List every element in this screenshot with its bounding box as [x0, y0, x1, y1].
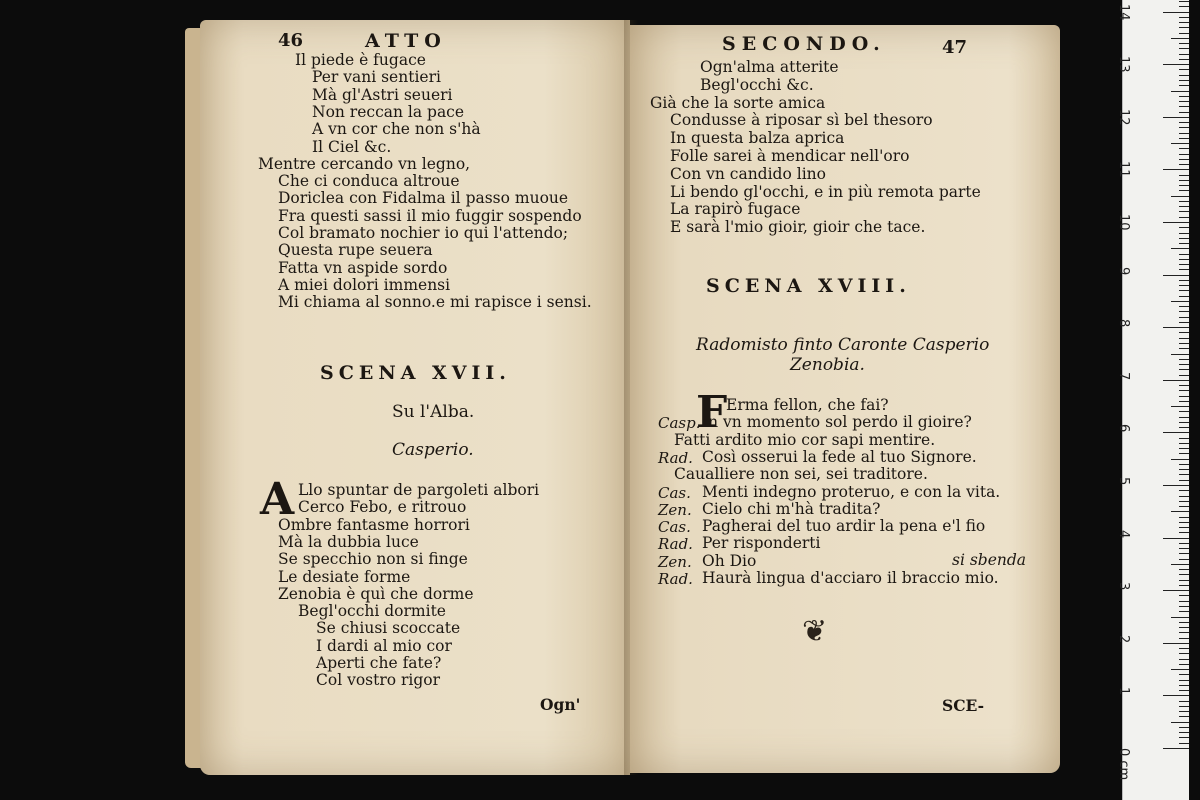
- ruler-tick: [1179, 648, 1189, 649]
- text-line: Li bendo gl'occhi, e in più remota parte: [670, 182, 981, 201]
- ruler-tick: [1179, 311, 1189, 312]
- text-line: Ombre fantasme horrori: [278, 515, 470, 534]
- ruler-tick: [1171, 301, 1189, 302]
- ruler-tick: [1179, 448, 1189, 449]
- ruler-tick: [1179, 601, 1189, 602]
- ruler-tick: [1179, 443, 1189, 444]
- text-line: E sarà l'mio gioir, gioir che tace.: [670, 218, 926, 237]
- dialogue-line: Per risponderti: [702, 534, 821, 553]
- ruler-tick: [1179, 317, 1189, 318]
- text-line: Zenobia è quì che dorme: [278, 584, 474, 603]
- scene-characters: Zenobia.: [790, 355, 865, 375]
- ruler-tick: [1179, 259, 1189, 260]
- ruler-tick: [1179, 217, 1189, 218]
- text-line: Se specchio non si finge: [278, 550, 468, 569]
- ruler-tick: [1179, 680, 1189, 681]
- character-name: Casperio.: [392, 440, 474, 460]
- ruler-tick: [1179, 180, 1189, 181]
- ruler-tick: [1179, 417, 1189, 418]
- text-line: Il piede è fugace: [295, 51, 426, 69]
- ruler-tick: [1171, 143, 1189, 144]
- ruler-tick: [1179, 48, 1189, 49]
- dialogue-line: In vn momento sol perdo il gioire?: [702, 413, 972, 432]
- text-line: Begl'occhi &c.: [700, 75, 814, 94]
- ruler-tick: [1179, 227, 1189, 228]
- text-line: Begl'occhi dormite: [298, 602, 446, 621]
- dialogue-line: Fatti ardito mio cor sapi mentire.: [674, 430, 936, 449]
- text-line: Llo spuntar de pargoleti albori: [298, 481, 540, 499]
- ruler-tick: [1179, 385, 1189, 386]
- ruler-number: 14: [1116, 3, 1131, 21]
- text-line: Se chiusi scoccate: [316, 619, 461, 638]
- ruler-number: 4: [1116, 529, 1131, 538]
- text-line: Mà gl'Astri seueri: [312, 85, 453, 104]
- ruler-tick: [1179, 254, 1189, 255]
- ruler-tick: [1179, 711, 1189, 712]
- ruler-number: 5: [1116, 477, 1131, 486]
- speaker-label: Zen.: [658, 500, 692, 519]
- running-head: ATTO: [365, 30, 447, 52]
- ruler-tick: [1179, 427, 1189, 428]
- text-line: Cerco Febo, e ritrouo: [298, 498, 467, 517]
- ruler-number: 7: [1116, 371, 1131, 381]
- ruler-tick: [1179, 559, 1189, 560]
- ruler-tick: [1179, 322, 1189, 323]
- ruler-tick: [1179, 390, 1189, 391]
- ruler-tick: [1179, 506, 1189, 507]
- dialogue-line: Haurà lingua d'acciaro il braccio mio.: [702, 569, 999, 587]
- ruler-tick: [1179, 106, 1189, 107]
- ruler-tick: [1171, 617, 1189, 618]
- ruler-tick: [1179, 101, 1189, 102]
- running-head: SECONDO.: [722, 33, 886, 55]
- ruler-tick: [1179, 553, 1189, 554]
- page-number: 46: [278, 30, 304, 51]
- ruler-tick: [1179, 706, 1189, 707]
- dialogue-line: Caualliere non sei, sei traditore.: [674, 465, 928, 484]
- ruler-tick: [1179, 338, 1189, 339]
- ruler-tick: [1179, 159, 1189, 160]
- ruler-tick: [1179, 490, 1189, 491]
- ruler-tick: [1179, 527, 1189, 528]
- ruler-tick: [1171, 722, 1189, 723]
- ruler-tick: [1179, 148, 1189, 149]
- ruler-tick: [1179, 638, 1189, 639]
- dialogue-line: Così osserui la fede al tuo Signore.: [702, 447, 977, 466]
- ruler-tick: [1179, 233, 1189, 234]
- ruler-tick: [1179, 201, 1189, 202]
- ruler-tick: [1179, 685, 1189, 686]
- text-line: Le desiate forme: [278, 567, 411, 586]
- ruler-tick: [1179, 269, 1189, 270]
- text-line: Fra questi sassi il mio fuggir sospendo: [278, 206, 582, 225]
- ruler-tick: [1171, 38, 1189, 39]
- ruler-number: 2: [1116, 634, 1131, 644]
- ruler-tick: [1163, 275, 1189, 276]
- ruler-number: 12: [1116, 108, 1131, 126]
- ruler-tick: [1179, 532, 1189, 533]
- ruler-tick: [1179, 732, 1189, 733]
- text-line: Che ci conduca altroue: [278, 172, 460, 191]
- ruler-tick: [1179, 743, 1189, 744]
- ruler-tick: [1179, 659, 1189, 660]
- ruler-tick: [1179, 133, 1189, 134]
- ruler-tick: [1179, 411, 1189, 412]
- ruler-tick: [1179, 211, 1189, 212]
- ruler-tick: [1179, 632, 1189, 633]
- ruler-tick: [1179, 701, 1189, 702]
- ruler-tick: [1179, 690, 1189, 691]
- ruler-tick: [1179, 548, 1189, 549]
- stage-direction: si sbenda: [952, 551, 1027, 569]
- ruler-tick: [1179, 569, 1189, 570]
- ruler-tick: [1179, 59, 1189, 60]
- ruler-tick: [1179, 154, 1189, 155]
- ruler-tick: [1179, 496, 1189, 497]
- ruler-tick: [1179, 33, 1189, 34]
- ruler-number: 8: [1116, 319, 1131, 328]
- text-line: Mentre cercando vn legno,: [258, 154, 471, 173]
- ruler-tick: [1179, 653, 1189, 654]
- ruler-unit-label: 0 cm: [1116, 748, 1131, 781]
- text-line: Aperti che fate?: [316, 654, 442, 672]
- ruler-tick: [1179, 627, 1189, 628]
- ruler-tick: [1179, 285, 1189, 286]
- dialogue-line: Oh Dio: [702, 551, 757, 570]
- ruler-tick: [1179, 716, 1189, 717]
- text-line: In questa balza aprica: [670, 129, 845, 148]
- text-line: Con vn candido lino: [670, 164, 826, 183]
- speaker-label: Zen.: [658, 552, 692, 571]
- ruler-tick: [1179, 306, 1189, 307]
- scene-title: SCENA XVIII.: [706, 275, 911, 297]
- text-line: Per vani sentieri: [312, 68, 441, 87]
- ruler-tick: [1179, 375, 1189, 376]
- measuring-ruler: [1116, 0, 1189, 800]
- speaker-label: Cas.: [658, 483, 691, 502]
- ruler-tick: [1171, 406, 1189, 407]
- text-line: I dardi al mio cor: [316, 636, 452, 655]
- text-line: Doriclea con Fidalma il passo muoue: [278, 189, 569, 208]
- ruler-tick: [1179, 290, 1189, 291]
- dialogue-line: Cielo chi m'hà tradita?: [702, 499, 881, 518]
- text-line: A vn cor che non s'hà: [312, 120, 481, 139]
- ruler-tick: [1179, 206, 1189, 207]
- ruler-tick: [1179, 43, 1189, 44]
- ruler-tick: [1179, 574, 1189, 575]
- text-line: Col vostro rigor: [316, 671, 441, 690]
- ruler-tick: [1171, 459, 1189, 460]
- text-line: Questa rupe seuera: [278, 241, 433, 260]
- drop-cap: A: [260, 474, 295, 525]
- ruler-tick: [1179, 17, 1189, 18]
- ruler-tick: [1163, 169, 1189, 170]
- ruler-tick: [1179, 369, 1189, 370]
- ruler-tick: [1171, 91, 1189, 92]
- drop-cap: F: [696, 387, 728, 438]
- ruler-tick: [1163, 538, 1189, 539]
- ruler-tick: [1179, 364, 1189, 365]
- ruler-tick: [1179, 474, 1189, 475]
- ruler-tick: [1163, 432, 1189, 433]
- scene-setting: Su l'Alba.: [392, 402, 475, 422]
- ruler-tick: [1163, 117, 1189, 118]
- ruler-tick: [1179, 622, 1189, 623]
- ruler-tick: [1179, 75, 1189, 76]
- text-line: Non reccan la pace: [312, 102, 465, 121]
- ruler-tick: [1163, 590, 1189, 591]
- ruler-tick: [1179, 296, 1189, 297]
- text-line: A miei dolori immensi: [278, 275, 451, 294]
- ruler-tick: [1179, 453, 1189, 454]
- ruler-tick: [1179, 580, 1189, 581]
- text-line: Già che la sorte amica: [650, 93, 826, 112]
- ruler-tick: [1163, 695, 1189, 696]
- ruler-tick: [1163, 380, 1189, 381]
- ruler-tick: [1171, 248, 1189, 249]
- catchword: Ogn': [540, 695, 581, 714]
- ruler-tick: [1179, 422, 1189, 423]
- ruler-tick: [1179, 112, 1189, 113]
- ruler-tick: [1179, 69, 1189, 70]
- right-page: [630, 25, 1060, 773]
- ruler-tick: [1179, 543, 1189, 544]
- ruler-tick: [1179, 522, 1189, 523]
- speaker-label: Cas.: [658, 518, 691, 537]
- dialogue-line: Erma fellon, che fai?: [726, 396, 889, 414]
- ruler-tick: [1179, 243, 1189, 244]
- ruler-tick: [1163, 485, 1189, 486]
- ruler-tick: [1179, 138, 1189, 139]
- left-page: [200, 20, 630, 775]
- text-line: Condusse à riposar sì bel thesoro: [670, 111, 933, 130]
- ruler-number: 11: [1116, 161, 1131, 178]
- ruler-tick: [1179, 469, 1189, 470]
- speaker-label: Casp.: [658, 414, 701, 433]
- ruler-tick: [1171, 354, 1189, 355]
- ruler-tick: [1163, 12, 1189, 13]
- scene-title: SCENA XVII.: [320, 362, 511, 384]
- ruler-number: 6: [1116, 424, 1131, 433]
- text-line: Mi chiama al sonno.e mi rapisce i sensi.: [278, 293, 592, 312]
- ruler-tick: [1179, 343, 1189, 344]
- ruler-tick: [1179, 280, 1189, 281]
- ruler-tick: [1179, 611, 1189, 612]
- ruler-tick: [1179, 190, 1189, 191]
- ruler-tick: [1171, 669, 1189, 670]
- ruler-tick: [1179, 359, 1189, 360]
- ruler-tick: [1179, 6, 1189, 7]
- ruler-tick: [1179, 438, 1189, 439]
- ruler-number: 1: [1116, 687, 1131, 696]
- ruler-number: 10: [1116, 214, 1131, 231]
- ruler-number: 3: [1116, 582, 1131, 591]
- ruler-tick: [1179, 27, 1189, 28]
- ruler-tick: [1179, 22, 1189, 23]
- ruler-tick: [1179, 396, 1189, 397]
- ruler-tick: [1179, 501, 1189, 502]
- speaker-label: Rad.: [658, 535, 693, 554]
- catchword: SCE-: [942, 696, 985, 715]
- text-line: Ogn'alma atterite: [700, 58, 839, 76]
- ruler-tick: [1179, 585, 1189, 586]
- ruler-tick: [1179, 185, 1189, 186]
- ruler-tick: [1179, 332, 1189, 333]
- scene-characters: Radomisto finto Caronte Casperio: [696, 335, 990, 355]
- ruler-tick: [1179, 674, 1189, 675]
- ruler-number: 9: [1116, 266, 1131, 275]
- speaker-label: Rad.: [658, 570, 693, 588]
- ruler-tick: [1179, 348, 1189, 349]
- ruler-tick: [1171, 564, 1189, 565]
- printer-ornament-icon: ❦: [802, 614, 828, 649]
- ruler-number: 13: [1116, 56, 1131, 73]
- ruler-tick: [1179, 238, 1189, 239]
- ruler-tick: [1179, 127, 1189, 128]
- ruler-tick: [1171, 511, 1189, 512]
- ruler-tick: [1179, 464, 1189, 465]
- ruler-tick: [1179, 175, 1189, 176]
- text-line: Fatta vn aspide sordo: [278, 258, 448, 277]
- page-number: 47: [942, 37, 968, 58]
- ruler-tick: [1163, 748, 1189, 749]
- text-line: Col bramato nochier io qui l'attendo;: [278, 224, 569, 242]
- ruler-tick: [1179, 164, 1189, 165]
- ruler-tick: [1163, 64, 1189, 65]
- ruler-tick: [1179, 85, 1189, 86]
- ruler-tick: [1179, 54, 1189, 55]
- ruler-tick: [1179, 80, 1189, 81]
- ruler-tick: [1179, 737, 1189, 738]
- text-line: Folle sarei à mendicar nell'oro: [670, 147, 910, 165]
- ruler-tick: [1179, 480, 1189, 481]
- ruler-tick: [1163, 643, 1189, 644]
- text-line: La rapirò fugace: [670, 200, 801, 219]
- ruler-tick: [1179, 401, 1189, 402]
- dialogue-line: Menti indegno proteruo, e con la vita.: [702, 482, 1001, 501]
- text-line: Il Ciel &c.: [312, 137, 392, 156]
- ruler-tick: [1179, 1, 1189, 2]
- ruler-tick: [1171, 196, 1189, 197]
- ruler-tick: [1179, 606, 1189, 607]
- ruler-tick: [1163, 222, 1189, 223]
- ruler-tick: [1179, 727, 1189, 728]
- ruler-tick: [1179, 664, 1189, 665]
- dialogue-line: Pagherai del tuo ardir la pena e'l fio: [702, 517, 986, 536]
- text-line: Mà la dubbia luce: [278, 532, 419, 551]
- speaker-label: Rad.: [658, 448, 693, 467]
- ruler-tick: [1163, 327, 1189, 328]
- ruler-tick: [1179, 96, 1189, 97]
- ruler-tick: [1179, 264, 1189, 265]
- ruler-tick: [1179, 517, 1189, 518]
- ruler-tick: [1179, 595, 1189, 596]
- ruler-tick: [1179, 122, 1189, 123]
